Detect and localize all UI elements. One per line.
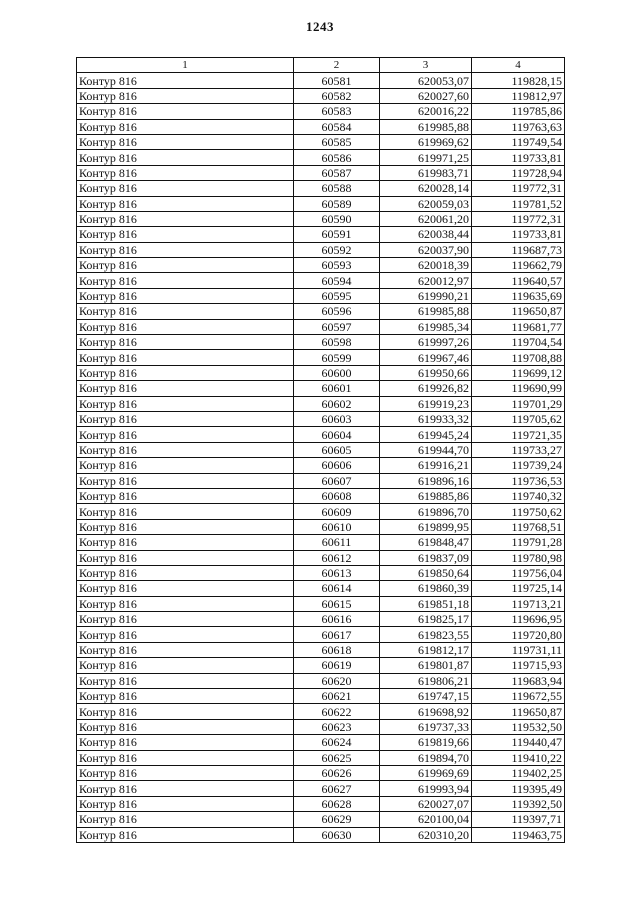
table-row [77, 104, 565, 119]
point-number-cell: 60626 [294, 765, 380, 780]
y-coordinate-cell: 119701,29 [472, 396, 565, 411]
y-coordinate-cell: 119392,50 [472, 796, 565, 811]
point-number-cell: 60618 [294, 642, 380, 657]
y-coordinate-cell: 119785,86 [472, 104, 565, 119]
contour-name-cell: Контур 816 [77, 612, 294, 627]
y-coordinate-cell: 119397,71 [472, 812, 565, 827]
contour-name-cell: Контур 816 [77, 227, 294, 242]
x-coordinate-cell: 620100,04 [380, 812, 472, 827]
contour-name-cell: Контур 816 [77, 335, 294, 350]
table-row [77, 365, 565, 380]
table-row [77, 458, 565, 473]
page-number: 1243 [306, 19, 334, 34]
y-coordinate-cell: 119395,49 [472, 781, 565, 796]
point-number-cell: 60589 [294, 196, 380, 211]
table-row [77, 673, 565, 688]
point-number-cell: 60627 [294, 781, 380, 796]
y-coordinate-cell: 119683,94 [472, 673, 565, 688]
x-coordinate-cell: 619950,66 [380, 365, 472, 380]
x-coordinate-cell: 620310,20 [380, 827, 472, 842]
x-coordinate-cell: 619698,92 [380, 704, 472, 719]
x-coordinate-cell: 619737,33 [380, 719, 472, 734]
point-number-cell: 60621 [294, 689, 380, 704]
y-coordinate-cell: 119715,93 [472, 658, 565, 673]
contour-name-cell: Контур 816 [77, 411, 294, 426]
point-number-cell: 60630 [294, 827, 380, 842]
x-coordinate-cell: 619896,70 [380, 504, 472, 519]
x-coordinate-cell: 619990,21 [380, 288, 472, 303]
y-coordinate-cell: 119410,22 [472, 750, 565, 765]
point-number-cell: 60608 [294, 488, 380, 503]
contour-name-cell: Контур 816 [77, 134, 294, 149]
contour-name-cell: Контур 816 [77, 581, 294, 596]
x-coordinate-cell: 619885,86 [380, 488, 472, 503]
x-coordinate-cell: 620018,39 [380, 258, 472, 273]
x-coordinate-cell: 620061,20 [380, 211, 472, 226]
contour-name-cell: Контур 816 [77, 488, 294, 503]
table-row [77, 827, 565, 842]
contour-name-cell: Контур 816 [77, 504, 294, 519]
point-number-cell: 60582 [294, 88, 380, 103]
point-number-cell: 60588 [294, 181, 380, 196]
contour-name-cell: Контур 816 [77, 765, 294, 780]
contour-name-cell: Контур 816 [77, 396, 294, 411]
table-row [77, 442, 565, 457]
contour-name-cell: Контур 816 [77, 750, 294, 765]
point-number-cell: 60596 [294, 304, 380, 319]
table-row [77, 319, 565, 334]
x-coordinate-cell: 619851,18 [380, 596, 472, 611]
x-coordinate-cell: 620059,03 [380, 196, 472, 211]
table-row [77, 335, 565, 350]
y-coordinate-cell: 119704,54 [472, 335, 565, 350]
y-coordinate-cell: 119756,04 [472, 565, 565, 580]
contour-name-cell: Контур 816 [77, 689, 294, 704]
x-coordinate-cell: 619969,62 [380, 134, 472, 149]
contour-name-cell: Контур 816 [77, 473, 294, 488]
x-coordinate-cell: 619933,32 [380, 411, 472, 426]
y-coordinate-cell: 119650,87 [472, 704, 565, 719]
contour-name-cell: Контур 816 [77, 812, 294, 827]
contour-name-cell: Контур 816 [77, 242, 294, 257]
y-coordinate-cell: 119681,77 [472, 319, 565, 334]
contour-name-cell: Контур 816 [77, 104, 294, 119]
point-number-cell: 60590 [294, 211, 380, 226]
point-number-cell: 60606 [294, 458, 380, 473]
table-row [77, 565, 565, 580]
x-coordinate-cell: 619985,88 [380, 119, 472, 134]
y-coordinate-cell: 119705,62 [472, 411, 565, 426]
x-coordinate-cell: 619747,15 [380, 689, 472, 704]
column-header-4: 4 [472, 58, 565, 73]
point-number-cell: 60612 [294, 550, 380, 565]
table-row [77, 88, 565, 103]
contour-name-cell: Контур 816 [77, 258, 294, 273]
contour-name-cell: Контур 816 [77, 88, 294, 103]
table-row [77, 612, 565, 627]
contour-name-cell: Контур 816 [77, 365, 294, 380]
x-coordinate-cell: 619850,64 [380, 565, 472, 580]
table-row [77, 165, 565, 180]
table-row [77, 581, 565, 596]
table-row [77, 411, 565, 426]
table-row [77, 812, 565, 827]
table-row [77, 427, 565, 442]
table-row [77, 704, 565, 719]
contour-name-cell: Контур 816 [77, 196, 294, 211]
point-number-cell: 60605 [294, 442, 380, 457]
table-row [77, 211, 565, 226]
contour-name-cell: Контур 816 [77, 350, 294, 365]
y-coordinate-cell: 119672,55 [472, 689, 565, 704]
table-row [77, 519, 565, 534]
point-number-cell: 60619 [294, 658, 380, 673]
point-number-cell: 60611 [294, 535, 380, 550]
contour-name-cell: Контур 816 [77, 781, 294, 796]
table-row [77, 550, 565, 565]
column-header-2: 2 [294, 58, 380, 73]
table-row [77, 719, 565, 734]
y-coordinate-cell: 119728,94 [472, 165, 565, 180]
x-coordinate-cell: 620012,97 [380, 273, 472, 288]
contour-name-cell: Контур 816 [77, 550, 294, 565]
point-number-cell: 60601 [294, 381, 380, 396]
x-coordinate-cell: 619944,70 [380, 442, 472, 457]
point-number-cell: 60591 [294, 227, 380, 242]
table-row [77, 750, 565, 765]
x-coordinate-cell: 619967,46 [380, 350, 472, 365]
y-coordinate-cell: 119690,99 [472, 381, 565, 396]
table-row [77, 196, 565, 211]
x-coordinate-cell: 620053,07 [380, 73, 472, 88]
point-number-cell: 60628 [294, 796, 380, 811]
point-number-cell: 60581 [294, 73, 380, 88]
point-number-cell: 60615 [294, 596, 380, 611]
contour-name-cell: Контур 816 [77, 273, 294, 288]
contour-name-cell: Контур 816 [77, 181, 294, 196]
y-coordinate-cell: 119720,80 [472, 627, 565, 642]
x-coordinate-cell: 620027,07 [380, 796, 472, 811]
x-coordinate-cell: 619985,34 [380, 319, 472, 334]
contour-name-cell: Контур 816 [77, 458, 294, 473]
point-number-cell: 60585 [294, 134, 380, 149]
table-row [77, 134, 565, 149]
x-coordinate-cell: 619801,87 [380, 658, 472, 673]
y-coordinate-cell: 119662,79 [472, 258, 565, 273]
contour-name-cell: Контур 816 [77, 319, 294, 334]
contour-name-cell: Контур 816 [77, 642, 294, 657]
table-row [77, 181, 565, 196]
contour-name-cell: Контур 816 [77, 658, 294, 673]
y-coordinate-cell: 119740,32 [472, 488, 565, 503]
y-coordinate-cell: 119696,95 [472, 612, 565, 627]
x-coordinate-cell: 619945,24 [380, 427, 472, 442]
table-row [77, 488, 565, 503]
x-coordinate-cell: 619837,09 [380, 550, 472, 565]
x-coordinate-cell: 619916,21 [380, 458, 472, 473]
y-coordinate-cell: 119763,63 [472, 119, 565, 134]
x-coordinate-cell: 619825,17 [380, 612, 472, 627]
contour-name-cell: Контур 816 [77, 211, 294, 226]
table-row [77, 796, 565, 811]
point-number-cell: 60597 [294, 319, 380, 334]
contour-name-cell: Контур 816 [77, 73, 294, 88]
table-row [77, 350, 565, 365]
point-number-cell: 60603 [294, 411, 380, 426]
x-coordinate-cell: 619823,55 [380, 627, 472, 642]
point-number-cell: 60616 [294, 612, 380, 627]
y-coordinate-cell: 119650,87 [472, 304, 565, 319]
point-number-cell: 60598 [294, 335, 380, 350]
y-coordinate-cell: 119402,25 [472, 765, 565, 780]
column-header-1: 1 [77, 58, 294, 73]
contour-name-cell: Контур 816 [77, 442, 294, 457]
table-row [77, 150, 565, 165]
table-row [77, 781, 565, 796]
column-header-3: 3 [380, 58, 472, 73]
header-row [77, 58, 565, 73]
point-number-cell: 60595 [294, 288, 380, 303]
y-coordinate-cell: 119768,51 [472, 519, 565, 534]
x-coordinate-cell: 620027,60 [380, 88, 472, 103]
point-number-cell: 60607 [294, 473, 380, 488]
y-coordinate-cell: 119687,73 [472, 242, 565, 257]
y-coordinate-cell: 119739,24 [472, 458, 565, 473]
y-coordinate-cell: 119749,54 [472, 134, 565, 149]
point-number-cell: 60604 [294, 427, 380, 442]
contour-name-cell: Контур 816 [77, 596, 294, 611]
x-coordinate-cell: 620016,22 [380, 104, 472, 119]
table-row [77, 689, 565, 704]
contour-name-cell: Контур 816 [77, 735, 294, 750]
point-number-cell: 60593 [294, 258, 380, 273]
table-row [77, 73, 565, 88]
y-coordinate-cell: 119772,31 [472, 211, 565, 226]
point-number-cell: 60625 [294, 750, 380, 765]
point-number-cell: 60617 [294, 627, 380, 642]
y-coordinate-cell: 119772,31 [472, 181, 565, 196]
table-row [77, 596, 565, 611]
y-coordinate-cell: 119721,35 [472, 427, 565, 442]
contour-name-cell: Контур 816 [77, 673, 294, 688]
x-coordinate-cell: 619896,16 [380, 473, 472, 488]
point-number-cell: 60599 [294, 350, 380, 365]
contour-name-cell: Контур 816 [77, 519, 294, 534]
x-coordinate-cell: 619806,21 [380, 673, 472, 688]
table-row [77, 242, 565, 257]
table-row [77, 642, 565, 657]
x-coordinate-cell: 619919,23 [380, 396, 472, 411]
point-number-cell: 60614 [294, 581, 380, 596]
table-row [77, 627, 565, 642]
point-number-cell: 60609 [294, 504, 380, 519]
y-coordinate-cell: 119463,75 [472, 827, 565, 842]
contour-name-cell: Контур 816 [77, 381, 294, 396]
contour-name-cell: Контур 816 [77, 796, 294, 811]
x-coordinate-cell: 619899,95 [380, 519, 472, 534]
table-row [77, 473, 565, 488]
table-row [77, 504, 565, 519]
coordinates-table [76, 57, 565, 843]
table-row [77, 119, 565, 134]
x-coordinate-cell: 619812,17 [380, 642, 472, 657]
y-coordinate-cell: 119750,62 [472, 504, 565, 519]
point-number-cell: 60587 [294, 165, 380, 180]
y-coordinate-cell: 119812,97 [472, 88, 565, 103]
table-row [77, 765, 565, 780]
y-coordinate-cell: 119635,69 [472, 288, 565, 303]
table-row [77, 381, 565, 396]
table-row [77, 288, 565, 303]
point-number-cell: 60583 [294, 104, 380, 119]
y-coordinate-cell: 119708,88 [472, 350, 565, 365]
x-coordinate-cell: 619848,47 [380, 535, 472, 550]
point-number-cell: 60624 [294, 735, 380, 750]
x-coordinate-cell: 620028,14 [380, 181, 472, 196]
contour-name-cell: Контур 816 [77, 304, 294, 319]
x-coordinate-cell: 619860,39 [380, 581, 472, 596]
point-number-cell: 60602 [294, 396, 380, 411]
point-number-cell: 60600 [294, 365, 380, 380]
table-row [77, 227, 565, 242]
x-coordinate-cell: 619819,66 [380, 735, 472, 750]
y-coordinate-cell: 119440,47 [472, 735, 565, 750]
x-coordinate-cell: 620037,90 [380, 242, 472, 257]
table-row [77, 735, 565, 750]
y-coordinate-cell: 119733,81 [472, 150, 565, 165]
table-row [77, 396, 565, 411]
y-coordinate-cell: 119780,98 [472, 550, 565, 565]
contour-name-cell: Контур 816 [77, 565, 294, 580]
y-coordinate-cell: 119733,81 [472, 227, 565, 242]
contour-name-cell: Контур 816 [77, 627, 294, 642]
x-coordinate-cell: 619894,70 [380, 750, 472, 765]
point-number-cell: 60613 [294, 565, 380, 580]
y-coordinate-cell: 119781,52 [472, 196, 565, 211]
point-number-cell: 60620 [294, 673, 380, 688]
x-coordinate-cell: 619969,69 [380, 765, 472, 780]
x-coordinate-cell: 619993,94 [380, 781, 472, 796]
contour-name-cell: Контур 816 [77, 827, 294, 842]
table-row [77, 535, 565, 550]
point-number-cell: 60610 [294, 519, 380, 534]
x-coordinate-cell: 619926,82 [380, 381, 472, 396]
x-coordinate-cell: 619971,25 [380, 150, 472, 165]
contour-name-cell: Контур 816 [77, 427, 294, 442]
point-number-cell: 60629 [294, 812, 380, 827]
y-coordinate-cell: 119731,11 [472, 642, 565, 657]
table-row [77, 273, 565, 288]
point-number-cell: 60586 [294, 150, 380, 165]
x-coordinate-cell: 620038,44 [380, 227, 472, 242]
table-row [77, 258, 565, 273]
y-coordinate-cell: 119733,27 [472, 442, 565, 457]
point-number-cell: 60592 [294, 242, 380, 257]
y-coordinate-cell: 119699,12 [472, 365, 565, 380]
y-coordinate-cell: 119828,15 [472, 73, 565, 88]
point-number-cell: 60623 [294, 719, 380, 734]
y-coordinate-cell: 119736,53 [472, 473, 565, 488]
contour-name-cell: Контур 816 [77, 119, 294, 134]
x-coordinate-cell: 619985,88 [380, 304, 472, 319]
contour-name-cell: Контур 816 [77, 150, 294, 165]
point-number-cell: 60622 [294, 704, 380, 719]
table-row [77, 658, 565, 673]
x-coordinate-cell: 619997,26 [380, 335, 472, 350]
y-coordinate-cell: 119713,21 [472, 596, 565, 611]
contour-name-cell: Контур 816 [77, 288, 294, 303]
y-coordinate-cell: 119532,50 [472, 719, 565, 734]
contour-name-cell: Контур 816 [77, 719, 294, 734]
y-coordinate-cell: 119725,14 [472, 581, 565, 596]
y-coordinate-cell: 119791,28 [472, 535, 565, 550]
x-coordinate-cell: 619983,71 [380, 165, 472, 180]
y-coordinate-cell: 119640,57 [472, 273, 565, 288]
contour-name-cell: Контур 816 [77, 535, 294, 550]
point-number-cell: 60584 [294, 119, 380, 134]
table-row [77, 304, 565, 319]
contour-name-cell: Контур 816 [77, 165, 294, 180]
contour-name-cell: Контур 816 [77, 704, 294, 719]
point-number-cell: 60594 [294, 273, 380, 288]
